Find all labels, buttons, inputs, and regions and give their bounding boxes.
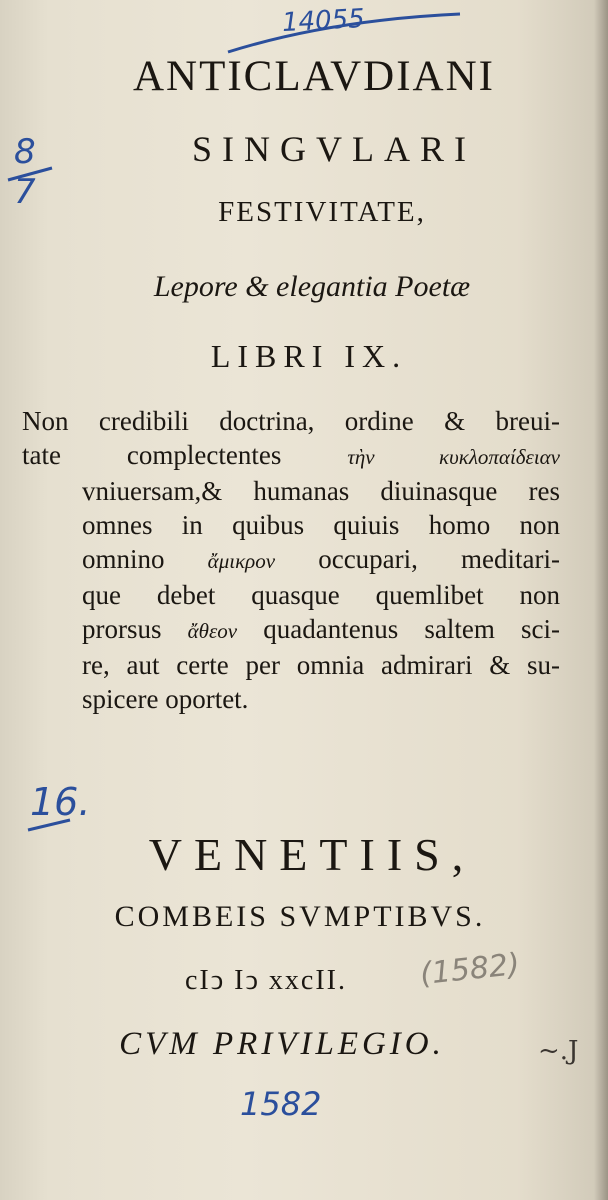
greek-word-encyclopaedia: τὴν κυκλοπαίδειαν: [347, 445, 561, 469]
desc-line-5-text-b: occupari, meditari-: [318, 544, 561, 574]
title-line-1: ANTICLAVDIANI: [132, 53, 495, 100]
desc-line-2-text: tate complectentes: [22, 440, 282, 470]
title-line-2: SINGVLARI: [192, 129, 476, 169]
desc-line-3: vniuersam,& humanas diuinasque res: [82, 476, 560, 506]
desc-line-6: que debet quasque quemlibet non: [82, 580, 560, 610]
greek-word-atheon: ἄθεον: [187, 619, 238, 643]
desc-line-2: [22, 438, 560, 474]
pencil-year-note: (1582): [418, 946, 522, 993]
side-annotation-bottom: 7: [14, 172, 36, 212]
side-annotation-top: 8: [14, 132, 36, 172]
description-paragraph: [22, 404, 560, 716]
handwritten-number: 16.: [30, 780, 91, 824]
desc-line-9: spicere oportet.: [82, 684, 249, 714]
handwritten-year: 1582: [240, 1085, 322, 1123]
imprint-publisher: COMBEIS SVMPTIBVS.: [114, 900, 486, 933]
ink-flourish: ~.J: [538, 1036, 579, 1066]
shelfmark-handwriting: 14055: [281, 3, 366, 39]
desc-line-7-text-a: prorsus: [82, 614, 162, 644]
title-line-3: FESTIVITATE,: [218, 196, 426, 228]
privilege-line: CVM PRIVILEGIO.: [119, 1026, 445, 1062]
greek-word-amikron: ἄμικρον: [207, 549, 276, 573]
imprint-date: cIↄ Iↄ xxcII.: [184, 965, 347, 996]
desc-line-7: [22, 612, 560, 648]
desc-line-5: [22, 542, 560, 578]
desc-line-8: re, aut certe per omnia admirari & su-: [82, 650, 560, 680]
desc-line-5-text-a: omnino: [82, 544, 165, 574]
imprint-place: VENETIIS,: [148, 829, 476, 880]
title-line-4: Lepore & elegantia Poetæ: [153, 270, 471, 303]
books-count: LIBRI IX.: [210, 338, 408, 374]
desc-line-7-text-b: quadantenus saltem sci-: [263, 614, 560, 644]
desc-line-1: Non credibili doctrina, ordine & breui-: [22, 406, 560, 436]
desc-line-4: omnes in quibus quiuis homo non: [82, 510, 560, 540]
